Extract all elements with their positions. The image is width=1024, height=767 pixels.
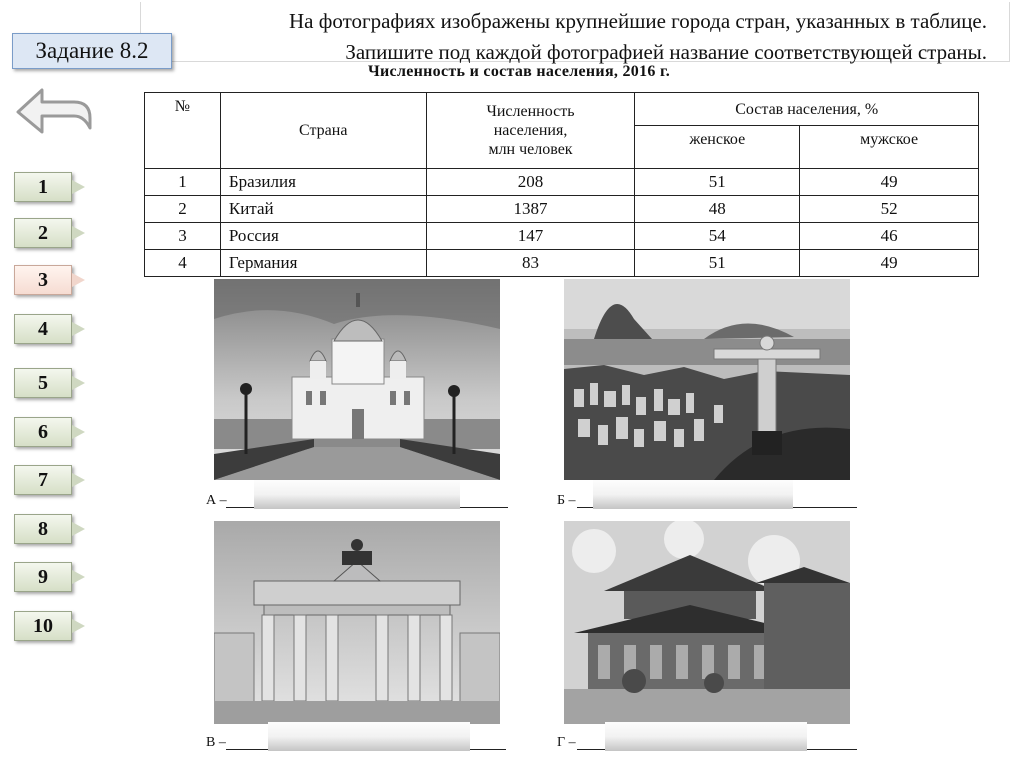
- table-title: Численность и состав населения, 2016 г.: [368, 63, 671, 80]
- row-population: 147: [426, 223, 635, 250]
- table-row: [145, 250, 979, 277]
- row-country: Китай: [220, 196, 426, 223]
- answer-b-label: Б –: [557, 493, 576, 508]
- header-male: мужское: [800, 126, 979, 169]
- row-male: 49: [800, 169, 979, 196]
- row-num: 3: [145, 223, 221, 250]
- row-num: 4: [145, 250, 221, 277]
- nav-button-10[interactable]: 10: [14, 611, 72, 641]
- header-num: №: [145, 93, 221, 169]
- answer-a-label: А –: [206, 493, 227, 508]
- nav-button-8[interactable]: 8: [14, 514, 72, 544]
- christ-redeemer-photo: [564, 279, 850, 480]
- answer-d-label: Г –: [557, 735, 576, 750]
- task-label: Задание 8.2: [12, 33, 172, 69]
- nav-button-2[interactable]: 2: [14, 218, 72, 248]
- answer-c-label: В –: [206, 735, 226, 750]
- nav-button-9[interactable]: 9: [14, 562, 72, 592]
- instruction-line-2: Запишите под каждой фотографией название соответствующей страны.: [345, 40, 987, 64]
- header-composition: Состав населения, %: [635, 93, 979, 126]
- nav-button-6[interactable]: 6: [14, 417, 72, 447]
- nav-button-3[interactable]: 3: [14, 265, 72, 295]
- answer-d-field[interactable]: [605, 722, 807, 751]
- row-population: 83: [426, 250, 635, 277]
- table-row: [145, 169, 979, 196]
- answer-c-field[interactable]: [268, 722, 470, 751]
- row-country: Бразилия: [220, 169, 426, 196]
- answer-c: [206, 735, 516, 755]
- header-population-line-1: Численность: [486, 103, 575, 120]
- nav-button-1[interactable]: 1: [14, 172, 72, 202]
- row-male: 46: [800, 223, 979, 250]
- instruction-line-1: На фотографиях изображены крупнейшие города стран, указанных в таблице.: [289, 9, 987, 33]
- row-country: Россия: [220, 223, 426, 250]
- cathedral-photo: [214, 279, 500, 480]
- instruction-box: [140, 2, 1010, 62]
- back-arrow-icon[interactable]: [14, 82, 94, 147]
- answer-b: [557, 493, 867, 513]
- table-row: [145, 196, 979, 223]
- brandenburg-gate-photo: [214, 521, 500, 724]
- chinese-temple-photo: [564, 521, 850, 724]
- header-population-line-2: населения,: [493, 122, 568, 139]
- row-population: 208: [426, 169, 635, 196]
- answer-d: [557, 735, 867, 755]
- row-num: 1: [145, 169, 221, 196]
- header-female: женское: [635, 126, 800, 169]
- header-population: [426, 93, 635, 169]
- row-female: 51: [635, 169, 800, 196]
- answer-a: [206, 493, 516, 513]
- population-table: [144, 92, 979, 277]
- table-row: [145, 223, 979, 250]
- row-population: 1387: [426, 196, 635, 223]
- row-female: 51: [635, 250, 800, 277]
- row-country: Германия: [220, 250, 426, 277]
- answer-a-field[interactable]: [254, 480, 460, 509]
- nav-button-7[interactable]: 7: [14, 465, 72, 495]
- answer-b-field[interactable]: [593, 480, 793, 509]
- row-male: 52: [800, 196, 979, 223]
- nav-button-4[interactable]: 4: [14, 314, 72, 344]
- header-country: Страна: [220, 93, 426, 169]
- row-female: 48: [635, 196, 800, 223]
- row-male: 49: [800, 250, 979, 277]
- row-female: 54: [635, 223, 800, 250]
- row-num: 2: [145, 196, 221, 223]
- header-population-line-3: млн человек: [488, 141, 573, 158]
- nav-button-5[interactable]: 5: [14, 368, 72, 398]
